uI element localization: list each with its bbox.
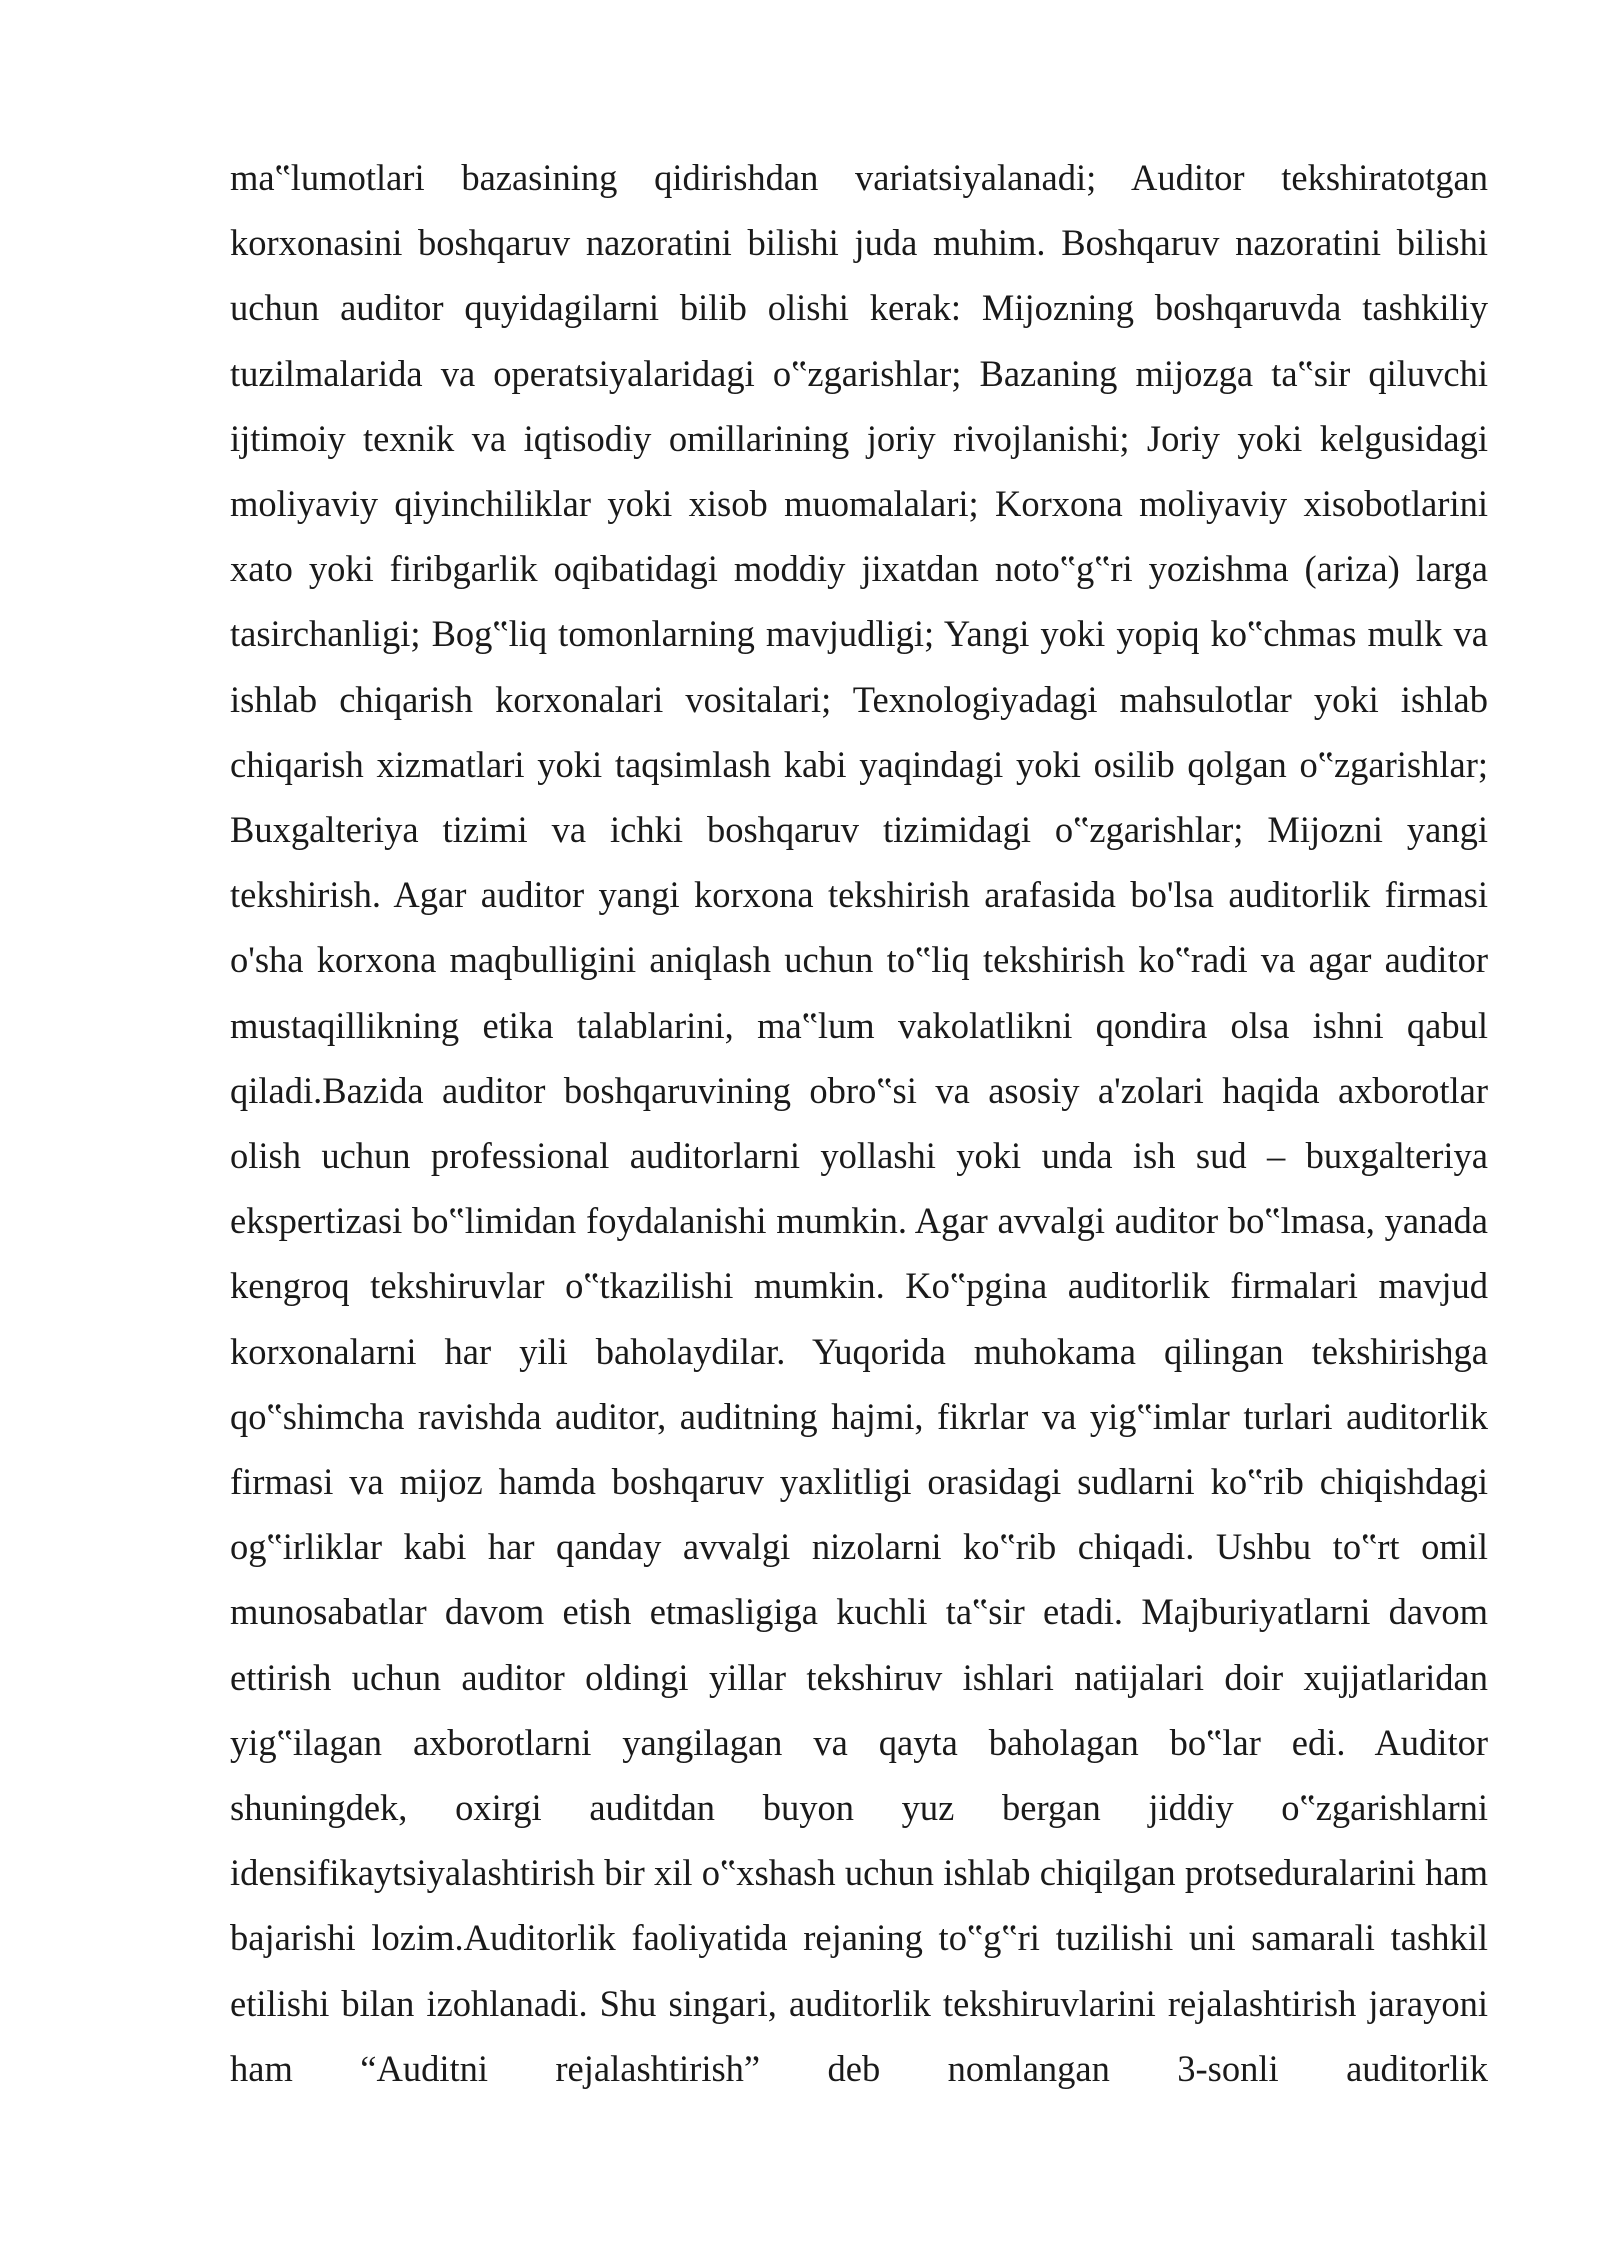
body-paragraph: ma‟lumotlari bazasining qidirishdan variatsiyalanadi; Auditor tekshiratotgan korxonasini boshqaruv nazoratini bilishi juda muhim. Boshqaruv nazoratini bilishi uchun auditor quyidagilarni bilib olishi kerak: Mijozning boshqaruvda tashkiliy tuzilmalarida va operatsiyalaridagi o‟zgarishlar; Bazaning mijozga ta‟sir qiluvchi ijtimoiy texnik va iqtisodiy omillarining joriy rivojlanishi; Joriy yoki kelgusidagi moliyaviy qiyinchiliklar yoki xisob muomalalari; Korxona moliyaviy xisobotlarini xato yoki firibgarlik oqibatidagi moddiy jixatdan noto‟g‟ri yozishma (ariza) larga tasirchanligi; Bog‟liq tomonlarning mavjudligi; Yangi yoki yopiq ko‟chmas mulk va ishlab chiqarish korxonalari vositalari; Texnologiyadagi mahsulotlar yoki ishlab chiqarish xizmatlari yoki taqsimlash kabi yaqindagi yoki osilib qolgan o‟zgarishlar; Buxgalteriya tizimi va ichki boshqaruv tizimidagi o‟zgarishlar; Mijozni yangi tekshirish. Agar auditor yangi korxona tekshirish arafasida bo'lsa auditorlik firmasi o'sha korxona maqbulligini aniqlash uchun to‟liq tekshirish ko‟radi va agar auditor mustaqillikning etika talablarini, ma‟lum vakolatlikni qondira olsa ishni qabul qiladi.Bazida auditor boshqaruvining obro‟si va asosiy a'zolari haqida axborotlar olish uchun professional auditorlarni yollashi yoki unda ish sud – buxgalteriya ekspertizasi bo‟limidan foydalanishi mumkin. Agar avvalgi auditor bo‟lmasa, yanada kengroq tekshiruvlar o‟tkazilishi mumkin. Ko‟pgina auditorlik firmalari mavjud korxonalarni har yili baholaydilar. Yuqorida muhokama qilingan tekshirishga qo‟shimcha ravishda auditor, auditning hajmi, fikrlar va yig‟imlar turlari auditorlik firmasi va mijoz hamda boshqaruv yaxlitligi orasidagi sudlarni ko‟rib chiqishdagi og‟irliklar kabi har qanday avvalgi nizolarni ko‟rib chiqadi. Ushbu to‟rt omil munosabatlar davom etish etmasligiga kuchli ta‟sir etadi. Majburiyatlarni davom ettirish uchun auditor oldingi yillar tekshiruv ishlari natijalari doir xujjatlaridan yig‟ilagan axborotlarni yangilagan va qayta baholagan bo‟lar edi. Auditor shuningdek, oxirgi auditdan buyon yuz bergan jiddiy o‟zgarishlarni idensifikaytsiyalashtirish bir xil o‟xshash uchun ishlab chiqilgan protseduralarini ham bajarishi lozim.Auditorlik faoliyatida rejaning to‟g‟ri tuzilishi uni samarali tashkil etilishi bilan izohlanadi. Shu singari, auditorlik tekshiruvlarini rejalashtirish jarayoni ham “Auditni rejalashtirish” deb nomlangan 3-sonli auditorlik [230, 157, 1488, 2089]
